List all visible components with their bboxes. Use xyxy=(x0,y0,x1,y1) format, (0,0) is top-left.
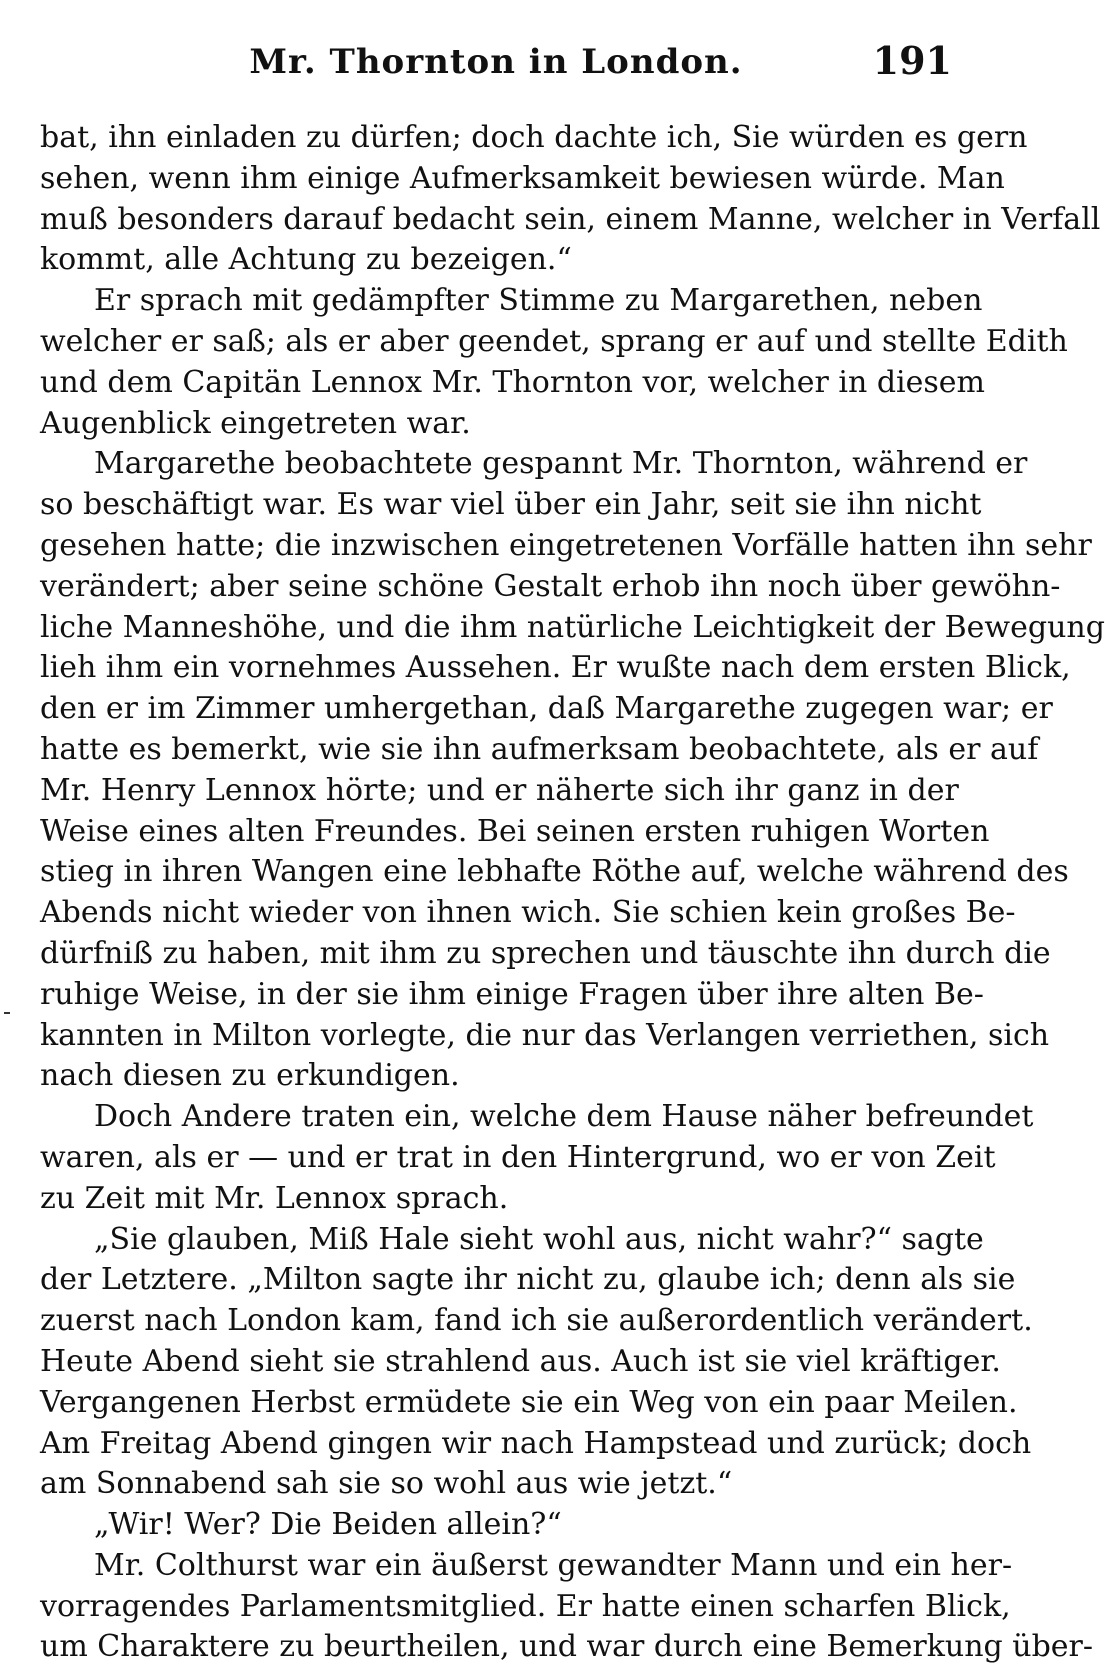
text-line: den er im Zimmer umhergethan, daß Margarethe zugegen war; er xyxy=(40,691,1053,727)
text-line: stieg in ihren Wangen eine lebhafte Röthe auf, welche während des xyxy=(40,854,1069,890)
text-line: Am Freitag Abend gingen wir nach Hampstead und zurück; doch xyxy=(40,1425,1032,1461)
text-line: kannten in Milton vorlegte, die nur das Verlangen verriethen, sich xyxy=(40,1017,1050,1053)
text-line: waren, als er — und er trat in den Hintergrund, wo er von Zeit xyxy=(40,1139,996,1175)
text-line: muß besonders darauf bedacht sein, einem Manne, welcher in Verfall xyxy=(40,201,1101,237)
text-line: ruhige Weise, in der sie ihm einige Fragen über ihre alten Be- xyxy=(40,976,984,1012)
text-line: Mr. Colthurst war ein äußerst gewandter Mann und ein her- xyxy=(94,1547,1013,1583)
text-line: am Sonnabend sah sie so wohl aus wie jetzt.“ xyxy=(40,1466,733,1502)
running-title: Mr. Thornton in London. xyxy=(249,42,743,82)
page-number: 191 xyxy=(872,38,952,83)
text-line: Augenblick eingetreten war. xyxy=(40,405,471,441)
text-line: so beschäftigt war. Es war viel über ein Jahr, seit sie ihn nicht xyxy=(40,487,982,523)
text-line: Vergangenen Herbst ermüdete sie ein Weg von ein paar Meilen. xyxy=(40,1384,1018,1420)
text-line: „Sie glauben, Miß Hale sieht wohl aus, nicht wahr?“ sagte xyxy=(94,1221,984,1257)
text-line: Mr. Henry Lennox hörte; und er näherte sich ihr ganz in der xyxy=(40,772,959,808)
text-line: Er sprach mit gedämpfter Stimme zu Margarethen, neben xyxy=(94,283,983,319)
text-line: Abends nicht wieder von ihnen wich. Sie schien kein großes Be- xyxy=(40,895,1016,931)
text-line: und dem Capitän Lennox Mr. Thornton vor, welcher in diesem xyxy=(40,364,985,400)
text-line: zuerst nach London kam, fand ich sie außerordentlich verändert. xyxy=(40,1303,1033,1339)
text-line: kommt, alle Achtung zu bezeigen.“ xyxy=(40,242,572,278)
text-line: lieh ihm ein vornehmes Aussehen. Er wußte nach dem ersten Blick, xyxy=(40,650,1071,686)
text-line: vorragendes Parlamentsmitglied. Er hatte einen scharfen Blick, xyxy=(40,1588,1011,1624)
text-line: verändert; aber seine schöne Gestalt erhob ihn noch über gewöhn- xyxy=(40,568,1061,604)
page-header xyxy=(40,28,952,84)
margin-mark xyxy=(4,1012,10,1014)
text-line: „Wir! Wer? Die Beiden allein?“ xyxy=(94,1507,562,1543)
text-line: um Charaktere zu beurtheilen, und war durch eine Bemerkung über- xyxy=(40,1629,1094,1665)
text-line: gesehen hatte; die inzwischen eingetretenen Vorfälle hatten ihn sehr xyxy=(40,527,1092,563)
text-line: Doch Andere traten ein, welche dem Hause näher befreundet xyxy=(94,1099,1034,1135)
text-line: Heute Abend sieht sie strahlend aus. Auch ist sie viel kräftiger. xyxy=(40,1343,1001,1379)
text-line: der Letztere. „Milton sagte ihr nicht zu, glaube ich; denn als sie xyxy=(40,1262,1016,1298)
body-text xyxy=(40,118,1105,1668)
text-line: welcher er saß; als er aber geendet, sprang er auf und stellte Edith xyxy=(40,323,1068,359)
text-line: nach diesen zu erkundigen. xyxy=(40,1058,460,1094)
text-line: hatte es bemerkt, wie sie ihn aufmerksam beobachtete, als er auf xyxy=(40,731,1039,767)
text-line: Margarethe beobachtete gespannt Mr. Thornton, während er xyxy=(94,446,1028,482)
text-line: liche Manneshöhe, und die ihm natürliche Leichtigkeit der Bewegung xyxy=(40,609,1105,645)
text-line: sehen, wenn ihm einige Aufmerksamkeit bewiesen würde. Man xyxy=(40,160,1005,196)
text-line: Weise eines alten Freundes. Bei seinen ersten ruhigen Worten xyxy=(40,813,990,849)
text-line: zu Zeit mit Mr. Lennox sprach. xyxy=(40,1180,509,1216)
text-line: dürfniß zu haben, mit ihm zu sprechen und täuschte ihn durch die xyxy=(40,935,1051,971)
text-line: bat, ihn einladen zu dürfen; doch dachte ich, Sie würden es gern xyxy=(40,120,1028,155)
